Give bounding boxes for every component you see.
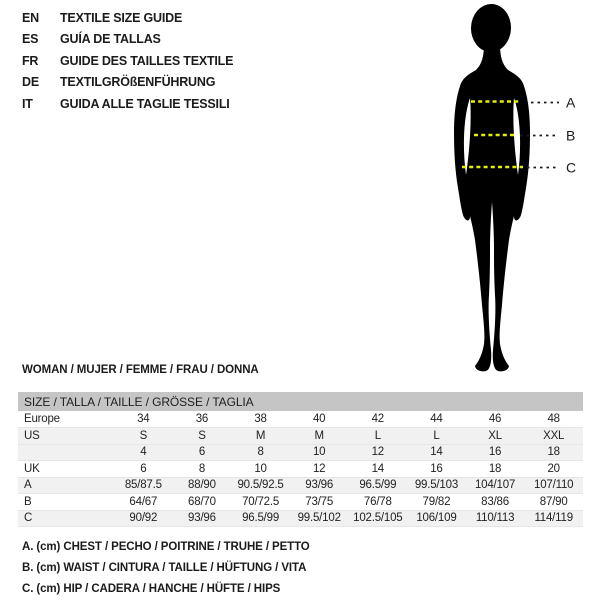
size-cell: 14 (407, 444, 466, 461)
legend-line-hip: C. (cm) HIP / CADERA / HANCHE / HÜFTE / HIPS (22, 583, 281, 596)
language-label: GUIDE DES TAILLES TEXTILE (60, 53, 234, 68)
row-label: B (18, 494, 114, 511)
size-cell: 40 (290, 411, 349, 428)
size-cell: 90/92 (114, 510, 173, 527)
language-row-it (22, 93, 233, 115)
table-header: SIZE / TALLA / TAILLE / GRÖSSE / TAGLIA (18, 392, 583, 411)
size-cell: 10 (290, 444, 349, 461)
size-cell: 73/75 (290, 494, 349, 511)
size-cell: M (290, 428, 349, 445)
size-cell: M (231, 428, 290, 445)
size-cell: 14 (349, 461, 408, 478)
row-label: US (18, 428, 114, 445)
language-label: TEXTILGRÖßENFÜHRUNG (60, 75, 216, 90)
size-cell: 110/113 (466, 510, 525, 527)
size-cell: 36 (173, 411, 232, 428)
size-cell: 44 (407, 411, 466, 428)
row-label: A (18, 477, 114, 494)
size-cell: XL (466, 428, 525, 445)
size-cell: 12 (349, 444, 408, 461)
table-row-hip-c (18, 510, 583, 527)
language-code: IT (22, 96, 33, 111)
silhouette-body (454, 44, 530, 371)
size-cell: 6 (173, 444, 232, 461)
size-cell: 10 (231, 461, 290, 478)
table-row-chest-a (18, 477, 583, 494)
size-cell: 8 (231, 444, 290, 461)
table-row-uk (18, 461, 583, 478)
language-code: FR (22, 53, 39, 68)
size-cell: 16 (466, 444, 525, 461)
size-cell: 114/119 (524, 510, 583, 527)
size-cell: 16 (407, 461, 466, 478)
marker-letter-b: B (566, 127, 576, 144)
size-cell: 102.5/105 (349, 510, 408, 527)
size-cell: 90.5/92.5 (231, 477, 290, 494)
size-cell: 83/86 (466, 494, 525, 511)
size-cell: 12 (290, 461, 349, 478)
size-cell: 93/96 (290, 477, 349, 494)
marker-letter-a: A (566, 94, 576, 111)
table-header-row (18, 392, 583, 411)
size-table (18, 392, 583, 527)
size-cell: S (173, 428, 232, 445)
size-cell: 6 (114, 461, 173, 478)
language-row-fr (22, 50, 233, 72)
size-cell: 18 (524, 444, 583, 461)
table-row-europe (18, 411, 583, 428)
size-cell: 42 (349, 411, 408, 428)
size-cell: 106/109 (407, 510, 466, 527)
size-cell: XXL (524, 428, 583, 445)
size-cell: 18 (466, 461, 525, 478)
size-cell: 96.5/99 (231, 510, 290, 527)
row-label (18, 444, 114, 461)
size-cell: L (349, 428, 408, 445)
table-row-us-numeric (18, 444, 583, 461)
row-label: C (18, 510, 114, 527)
size-cell: 46 (466, 411, 525, 428)
size-cell: 48 (524, 411, 583, 428)
row-label: Europe (18, 411, 114, 428)
marker-letter-c: C (566, 159, 577, 176)
language-label: TEXTILE SIZE GUIDE (60, 10, 183, 25)
size-cell: 93/96 (173, 510, 232, 527)
language-list (22, 7, 233, 115)
legend-line-chest: A. (cm) CHEST / PECHO / POITRINE / TRUHE / PETTO (22, 540, 310, 553)
language-code: ES (22, 32, 39, 47)
table-row-waist-b (18, 494, 583, 511)
row-label: UK (18, 461, 114, 478)
language-row-es (22, 29, 233, 51)
size-cell: 96.5/99 (349, 477, 408, 494)
language-code: DE (22, 75, 39, 90)
size-cell: 79/82 (407, 494, 466, 511)
language-label: GUÍA DE TALLAS (60, 32, 161, 47)
section-title: WOMAN / MUJER / FEMME / FRAU / DONNA (22, 364, 259, 376)
size-cell: 107/110 (524, 477, 583, 494)
size-cell: L (407, 428, 466, 445)
size-cell: 87/90 (524, 494, 583, 511)
woman-silhouette-svg (400, 0, 600, 390)
size-cell: 8 (173, 461, 232, 478)
size-cell: 20 (524, 461, 583, 478)
size-cell: 4 (114, 444, 173, 461)
size-figure (400, 0, 600, 390)
language-code: EN (22, 10, 39, 25)
measurement-legend (22, 536, 310, 600)
size-cell: 64/67 (114, 494, 173, 511)
language-label: GUIDA ALLE TAGLIE TESSILI (60, 96, 230, 111)
size-cell: 34 (114, 411, 173, 428)
size-cell: 99.5/102 (290, 510, 349, 527)
size-cell: 88/90 (173, 477, 232, 494)
size-cell: 76/78 (349, 494, 408, 511)
size-cell: 70/72.5 (231, 494, 290, 511)
size-cell: 104/107 (466, 477, 525, 494)
table-row-us (18, 428, 583, 445)
size-cell: S (114, 428, 173, 445)
language-row-en (22, 7, 233, 29)
size-cell: 68/70 (173, 494, 232, 511)
language-row-de (22, 72, 233, 94)
size-cell: 85/87.5 (114, 477, 173, 494)
legend-line-waist: B. (cm) WAIST / CINTURA / TAILLE / HÜFTUNG / VITA (22, 561, 307, 574)
size-cell: 99.5/103 (407, 477, 466, 494)
size-cell: 38 (231, 411, 290, 428)
